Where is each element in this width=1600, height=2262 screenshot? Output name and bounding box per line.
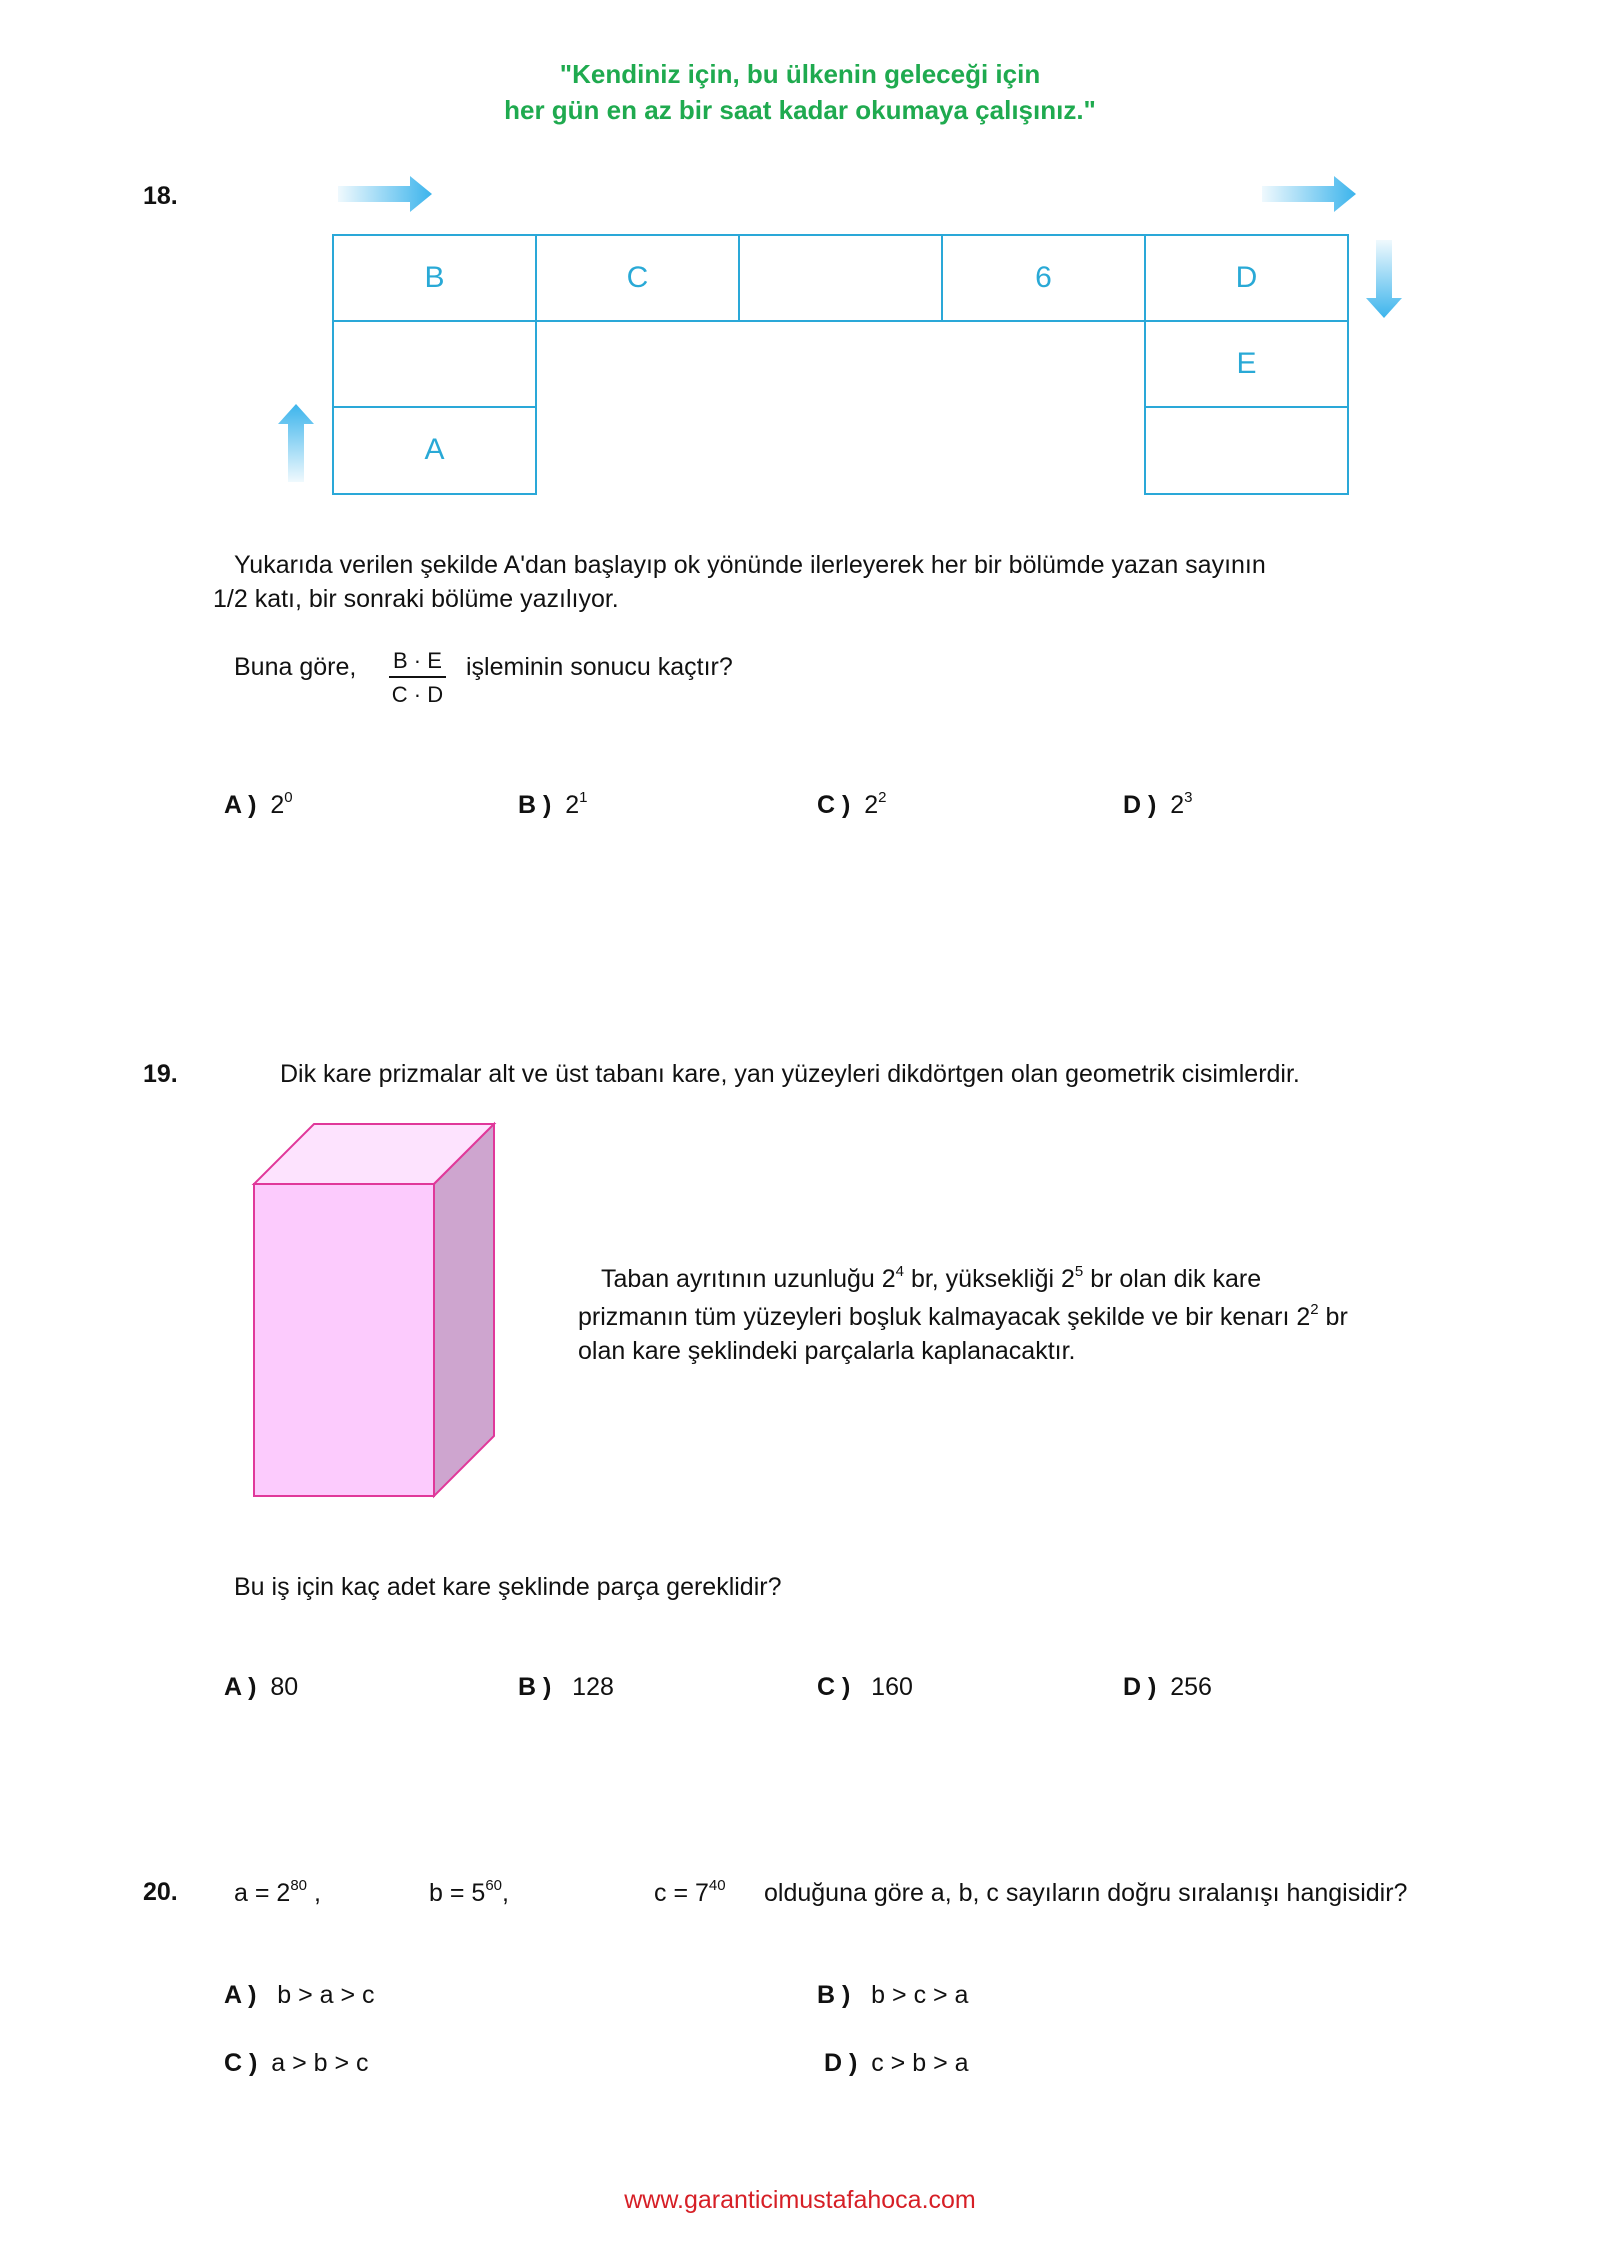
option-exponent: 2 (878, 789, 887, 806)
option-label: C ) (817, 1673, 851, 1701)
footer-url[interactable]: www.garanticimustafahoca.com (624, 2186, 976, 2214)
option-label: D ) (1123, 1673, 1157, 1701)
answer-option[interactable] (817, 1978, 968, 2012)
fraction-denominator: C · D (391, 682, 444, 707)
answer-option[interactable] (224, 2046, 369, 2080)
question-20-text: olduğuna göre a, b, c sayıların doğru sıralanışı hangisidir? (764, 1879, 1408, 1907)
grid-cell-empty (738, 234, 943, 322)
option-value: b > c > a (871, 1981, 969, 2009)
option-exponent: 1 (579, 789, 588, 806)
question-20-number: 20. (143, 1878, 178, 1906)
question-18-text-line-1: Yukarıda verilen şekilde A'dan başlayıp ok yönünde ilerleyerek her bir bölümde yazan sayının (234, 551, 1266, 579)
motto-line-1: "Kendiniz için, bu ülkenin geleceği için (559, 59, 1041, 89)
answer-option[interactable] (518, 1670, 614, 1704)
question-19-number: 19. (143, 1060, 178, 1088)
question-18-ask-prefix: Buna göre, (234, 653, 357, 681)
option-value: c > b > a (871, 2049, 969, 2077)
option-label: B ) (518, 791, 552, 819)
option-label: C ) (817, 791, 851, 819)
question-19-intro: Dik kare prizmalar alt ve üst tabanı kare, yan yüzeyleri dikdörtgen olan geometrik cisimlerdir. (280, 1060, 1300, 1088)
fraction-numerator: B · E (389, 648, 446, 678)
option-label: D ) (824, 2049, 858, 2077)
option-label: A ) (224, 791, 257, 819)
grid-cell-e: E (1144, 320, 1349, 408)
answer-option[interactable] (224, 1670, 298, 1704)
grid-cell-empty (1144, 406, 1349, 495)
arrow-right-icon (1262, 174, 1358, 214)
question-18-text-line-2: 1/2 katı, bir sonraki bölüme yazılıyor. (213, 585, 619, 613)
option-base: 2 (1170, 791, 1185, 819)
answer-option[interactable] (1123, 788, 1192, 822)
question-19-desc-line-1: Taban ayrıtının uzunluğu $2^4$ br, yüksekliği $2^5$ br olan dik kare (601, 1263, 1262, 1293)
question-18-ask-suffix: işleminin sonucu kaçtır? (466, 653, 733, 681)
option-value: 80 (270, 1673, 299, 1701)
option-base: 2 (565, 791, 580, 819)
equation-c: $c = 7^{40}$ (654, 1877, 726, 1907)
answer-option[interactable] (224, 788, 293, 822)
grid-cell-c: C (535, 234, 740, 322)
question-18-number: 18. (143, 182, 178, 210)
answer-option[interactable] (518, 788, 587, 822)
option-label: A ) (224, 1981, 257, 2009)
option-value: 256 (1170, 1673, 1212, 1701)
option-exponent: 3 (1184, 789, 1193, 806)
question-19-desc-line-3: olan kare şeklindeki parçalarla kaplanacaktır. (578, 1337, 1076, 1365)
grid-cell-6: 6 (941, 234, 1146, 322)
equation-a: $a = 2^{80}$ , (234, 1877, 321, 1907)
fraction (389, 648, 446, 708)
question-19-desc-line-2: prizmanın tüm yüzeyleri boşluk kalmayacak şekilde ve bir kenarı $2^2$ br (578, 1301, 1348, 1331)
grid-cell-empty (332, 320, 537, 408)
prism-side-face (434, 1124, 494, 1496)
motto-line-2: her gün en az bir saat kadar okumaya çalışınız." (504, 95, 1096, 125)
grid-cell-d: D (1144, 234, 1349, 322)
prism-figure (250, 1120, 500, 1500)
option-label: A ) (224, 1673, 257, 1701)
arrow-right-icon (338, 174, 434, 214)
answer-option[interactable] (1123, 1670, 1212, 1704)
option-label: D ) (1123, 791, 1157, 819)
answer-option[interactable] (824, 2046, 969, 2080)
option-label: B ) (817, 1981, 851, 2009)
grid-cell-b: B (332, 234, 537, 322)
option-value: 128 (572, 1673, 614, 1701)
answer-option[interactable] (817, 788, 886, 822)
grid-cell-a: A (332, 406, 537, 495)
option-exponent: 0 (284, 789, 293, 806)
option-value: a > b > c (271, 2049, 369, 2077)
option-label: B ) (518, 1673, 552, 1701)
option-value: b > a > c (277, 1981, 375, 2009)
arrow-down-icon (1364, 240, 1404, 320)
equation-b: $b = 5^{60}$, (429, 1877, 509, 1907)
arrow-up-icon (276, 402, 316, 482)
option-value: 160 (871, 1673, 913, 1701)
answer-option[interactable] (817, 1670, 913, 1704)
question-19-question: Bu iş için kaç adet kare şeklinde parça gereklidir? (234, 1573, 782, 1601)
option-base: 2 (864, 791, 879, 819)
option-base: 2 (270, 791, 285, 819)
prism-front-face (254, 1184, 434, 1496)
answer-option[interactable] (224, 1978, 375, 2012)
option-label: C ) (224, 2049, 258, 2077)
